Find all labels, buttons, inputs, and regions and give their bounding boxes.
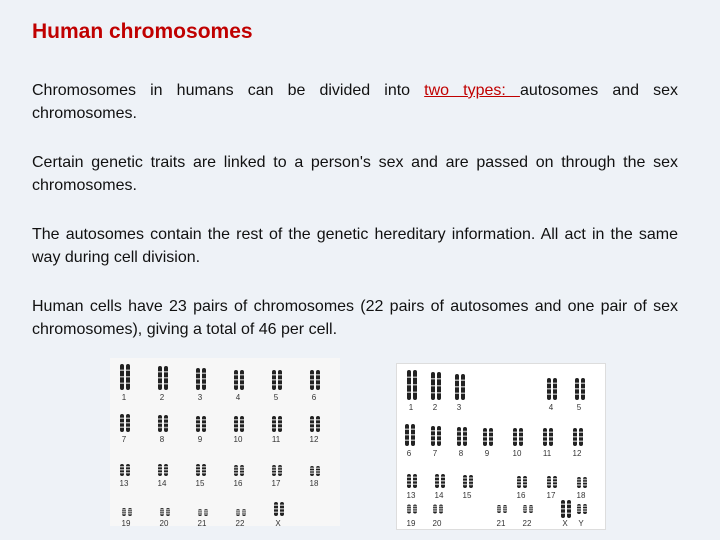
paragraph-autosomes: The autosomes contain the rest of the genetic hereditary information. All act in the same way during cell division. [32,226,678,266]
karyotype-image-left [110,358,340,526]
chromosome-label: 16 [516,491,526,500]
chromosome-label: 21 [197,519,207,526]
chromosome-pair [431,372,441,400]
chromosome-pair [120,464,130,476]
chromosome-label: 15 [462,491,472,500]
chromosome-label: 21 [496,519,506,528]
chromosome-pair [196,416,206,432]
chromosome-pair [158,415,168,432]
chromosome-label: 3 [197,393,203,402]
chromosome-label: 18 [309,479,319,488]
chromosome-pair [234,465,244,476]
chromosome-pair [122,508,132,516]
chromosome-label: 14 [434,491,444,500]
chromosome-label: 7 [121,435,127,444]
chromosome-pair [523,505,533,513]
chromosome-label: 13 [406,491,416,500]
chromosome-pair [573,428,583,446]
chromosome-pair [310,466,320,476]
chromosome-label: 15 [195,479,205,488]
chromosome-pair [234,416,244,432]
chromosome-label: 12 [309,435,319,444]
chromosome-label: 1 [408,403,414,412]
chromosome-pair [272,465,282,476]
chromosome-label: X [562,519,568,528]
chromosome-pair [407,505,417,514]
chromosome-pair [407,370,417,400]
chromosome-label: 19 [406,519,416,528]
chromosome-label: 4 [235,393,241,402]
chromosome-pair [158,366,168,390]
chromosome-pair [158,464,168,476]
chromosome-pair [274,502,284,516]
chromosome-label: 22 [235,519,245,526]
chromosome-label: 7 [432,449,438,458]
highlight-two-types: two types: [424,82,520,99]
chromosome-label: 22 [522,519,532,528]
chromosome-pair [196,464,206,476]
chromosome-label: 2 [159,393,165,402]
chromosome-pair [407,474,417,488]
chromosome-pair [497,505,507,513]
chromosome-pair [120,414,130,432]
paragraph-pairs: Human cells have 23 pairs of chromosomes (22 pairs of autosomes and one pair of sex chromosomes), giving a total of 46 per cell. [32,298,678,338]
chromosome-pair [547,476,557,488]
karyotype-image-right [396,363,606,530]
chromosome-pair [577,504,587,514]
chromosome-pair [463,475,473,488]
chromosome-label: 19 [121,519,131,526]
chromosome-pair [160,508,170,516]
paragraph-types-end: autosomes and sex chromosomes. [32,82,679,122]
chromosome-pair [120,364,130,390]
chromosome-pair [236,509,246,516]
chromosome-label: 5 [576,403,582,412]
karyotype-right-figure [397,364,605,529]
slide-title: Human chromosomes [32,20,253,43]
chromosome-pair [517,476,527,488]
chromosome-label: 8 [159,435,165,444]
chromosome-label: 5 [273,393,279,402]
chromosome-pair [483,428,493,446]
chromosome-label: 11 [542,449,552,458]
chromosome-label: 1 [121,393,127,402]
chromosome-label: 6 [311,393,317,402]
chromosome-label: 20 [159,519,169,526]
chromosome-label: 20 [432,519,442,528]
chromosome-pair [433,505,443,514]
chromosome-pair [405,424,415,446]
chromosome-label: 2 [432,403,438,412]
chromosome-pair [513,428,523,446]
chromosome-pair [234,370,244,390]
chromosome-pair [577,477,587,488]
chromosome-pair [543,428,553,446]
chromosome-label: 8 [458,449,464,458]
karyotype-left-figure [110,358,340,526]
chromosome-label: 6 [406,449,412,458]
chromosome-label: 11 [271,435,281,444]
chromosome-label: 18 [576,491,586,500]
chromosome-pair [310,416,320,432]
chromosome-label: X [275,519,281,526]
chromosome-label: 14 [157,479,167,488]
chromosome-label: 17 [271,479,281,488]
paragraph-types-start: Chromosomes in humans can be divided into [32,82,425,99]
chromosome-label: Y [578,519,584,528]
chromosome-pair [547,378,557,400]
chromosome-pair [575,378,585,400]
chromosome-pair [435,474,445,488]
chromosome-pair [561,500,571,518]
chromosome-label: 16 [233,479,243,488]
chromosome-label: 9 [197,435,203,444]
paragraph-types [32,79,678,125]
chromosome-label: 10 [512,449,522,458]
chromosome-label: 3 [456,403,462,412]
chromosome-pair [198,509,208,516]
chromosome-label: 13 [119,479,129,488]
chromosome-pair [310,370,320,390]
chromosome-pair [431,426,441,446]
chromosome-pair [272,416,282,432]
chromosome-label: 12 [572,449,582,458]
chromosome-pair [196,368,206,390]
chromosome-label: 4 [548,403,554,412]
chromosome-label: 17 [546,491,556,500]
paragraph-sex-traits: Certain genetic traits are linked to a person's sex and are passed on through the sex chromosomes. [32,154,678,194]
chromosome-label: 9 [484,449,490,458]
chromosome-pair [272,370,282,390]
chromosome-pair [457,427,467,446]
chromosome-label: 10 [233,435,243,444]
chromosome-pair [455,374,465,400]
